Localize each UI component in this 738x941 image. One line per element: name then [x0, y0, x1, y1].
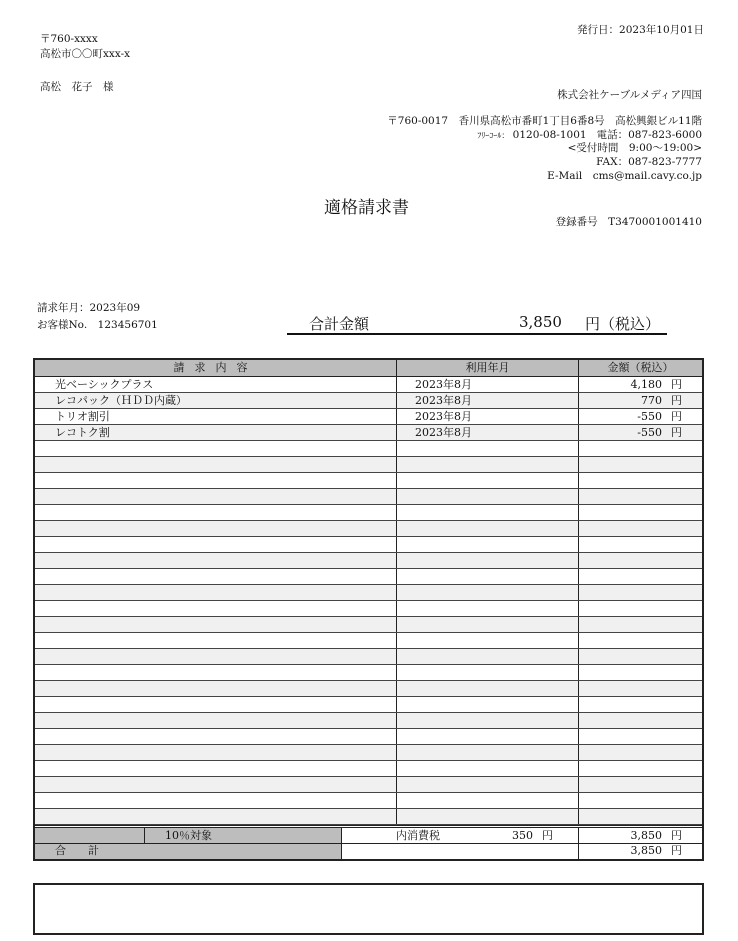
- total-unit: 円（税込）: [585, 315, 661, 333]
- row-item: 光ベーシックプラス: [35, 377, 397, 392]
- row-amount-cell: [579, 377, 702, 392]
- row-month: [397, 441, 579, 456]
- table-row: [35, 489, 702, 505]
- tax-total-cell: [579, 828, 702, 843]
- row-amount-cell: [579, 633, 702, 648]
- row-item: [35, 665, 397, 680]
- sum-amount: 3,850: [630, 844, 662, 857]
- row-item: [35, 713, 397, 728]
- company-hours: <受付時間 9:00～19:00>: [567, 142, 702, 154]
- table-row: [35, 793, 702, 809]
- company-name: 株式会社ケーブルメディア四国: [557, 89, 702, 101]
- row-month: [397, 665, 579, 680]
- row-amount-cell: [579, 793, 702, 808]
- row-item: [35, 473, 397, 488]
- row-item: [35, 681, 397, 696]
- row-amount-cell: [579, 665, 702, 680]
- sum-row: [35, 844, 702, 859]
- row-item: [35, 745, 397, 760]
- row-month: [397, 809, 579, 824]
- row-item: [35, 761, 397, 776]
- header-month: 利用年月: [397, 360, 579, 376]
- table-row: [35, 425, 702, 441]
- row-month: [397, 745, 579, 760]
- row-month: [397, 697, 579, 712]
- table-row: [35, 569, 702, 585]
- row-amount-cell: [579, 617, 702, 632]
- row-item: レコトク割: [35, 425, 397, 440]
- table-row: [35, 697, 702, 713]
- row-amount: -550: [637, 410, 662, 423]
- row-amount-cell: [579, 729, 702, 744]
- row-item: [35, 697, 397, 712]
- row-amount-cell: [579, 681, 702, 696]
- row-month: [397, 489, 579, 504]
- sum-amount-cell: [579, 844, 702, 859]
- row-month: [397, 633, 579, 648]
- sum-yen: 円: [671, 844, 682, 857]
- table-row: [35, 409, 702, 425]
- row-yen: 円: [671, 394, 682, 407]
- tax-yen: 円: [542, 829, 553, 842]
- row-amount-cell: [579, 585, 702, 600]
- recipient-postal: 〒760-xxxx: [40, 33, 98, 45]
- table-row: [35, 601, 702, 617]
- row-item: [35, 633, 397, 648]
- table-body: [35, 377, 702, 825]
- tax-row-spacer: [35, 828, 145, 843]
- row-item: [35, 489, 397, 504]
- row-item: [35, 617, 397, 632]
- row-month: [397, 521, 579, 536]
- row-month: [397, 585, 579, 600]
- row-item: [35, 601, 397, 616]
- table-row: [35, 713, 702, 729]
- row-amount-cell: [579, 745, 702, 760]
- table-row: [35, 617, 702, 633]
- table-row: [35, 809, 702, 825]
- table-row: [35, 777, 702, 793]
- row-month: [397, 505, 579, 520]
- total-amount-line: [287, 311, 667, 335]
- row-item: [35, 441, 397, 456]
- row-item: [35, 729, 397, 744]
- row-item: [35, 809, 397, 824]
- tax-amount: 350: [512, 829, 533, 842]
- row-month: [397, 729, 579, 744]
- table-row: [35, 761, 702, 777]
- row-month: [397, 537, 579, 552]
- row-amount-cell: [579, 489, 702, 504]
- company-fax: FAX：087-823-7777: [596, 156, 702, 168]
- header-amount: 金額（税込）: [607, 361, 674, 374]
- row-month: [397, 681, 579, 696]
- billing-table: [33, 358, 704, 861]
- row-amount: 4,180: [630, 378, 662, 391]
- company-tel: 電話：087-823-6000: [596, 129, 702, 141]
- row-month: [397, 569, 579, 584]
- row-amount: -550: [637, 426, 662, 439]
- table-row: [35, 665, 702, 681]
- recipient-address: 高松市〇〇町xxx-x: [40, 48, 131, 60]
- row-amount-cell: [579, 713, 702, 728]
- table-header: [35, 360, 702, 377]
- table-row: [35, 393, 702, 409]
- row-month: [397, 553, 579, 568]
- row-amount-cell: [579, 697, 702, 712]
- total-label: 合計金額: [309, 315, 370, 333]
- row-item: [35, 793, 397, 808]
- row-amount-cell: [579, 569, 702, 584]
- row-item: [35, 457, 397, 472]
- row-item: [35, 537, 397, 552]
- table-row: [35, 585, 702, 601]
- row-item: [35, 649, 397, 664]
- table-row: [35, 649, 702, 665]
- row-month: 2023年8月: [397, 377, 579, 392]
- row-amount-cell: [579, 649, 702, 664]
- tax-total-amount: 3,850: [630, 829, 662, 842]
- row-month: [397, 617, 579, 632]
- row-amount-cell: [579, 473, 702, 488]
- tax-row: [35, 828, 702, 844]
- row-month: [397, 457, 579, 472]
- table-row: [35, 521, 702, 537]
- row-item: [35, 553, 397, 568]
- row-item: [35, 505, 397, 520]
- table-row: [35, 377, 702, 393]
- tax-amount-cell: [342, 828, 579, 843]
- row-amount-cell: [579, 521, 702, 536]
- company-email: E-Mail cms@mail.cavy.co.jp: [547, 170, 702, 182]
- freecall-label: ﾌﾘｰｺｰﾙ：: [477, 131, 510, 140]
- table-row: [35, 537, 702, 553]
- row-month: [397, 761, 579, 776]
- row-item: トリオ割引: [35, 409, 397, 424]
- tax-label: 内消費税: [396, 829, 440, 842]
- row-amount-cell: [579, 425, 702, 440]
- row-month: 2023年8月: [397, 393, 579, 408]
- row-yen: 円: [671, 378, 682, 391]
- row-item: [35, 521, 397, 536]
- registration-number: 登録番号 T3470001001410: [555, 216, 702, 228]
- row-month: 2023年8月: [397, 409, 579, 424]
- company-address: 〒760-0017 香川県高松市番町1丁目6番8号 高松興銀ビル11階: [387, 115, 702, 127]
- row-amount-cell: [579, 457, 702, 472]
- table-row: [35, 553, 702, 569]
- row-amount-cell: [579, 441, 702, 456]
- row-month: [397, 793, 579, 808]
- sum-blank-cell: [342, 844, 579, 859]
- row-item: [35, 569, 397, 584]
- sum-label: 合計: [35, 844, 342, 859]
- row-yen: 円: [671, 410, 682, 423]
- row-item: [35, 777, 397, 792]
- row-amount-cell: [579, 537, 702, 552]
- row-month: [397, 713, 579, 728]
- row-item: レコパック（ＨＤＤ内蔵）: [35, 393, 397, 408]
- row-amount-cell: [579, 809, 702, 824]
- billing-month: 請求年月：2023年09: [37, 302, 141, 314]
- row-amount-cell: [579, 505, 702, 520]
- row-month: [397, 777, 579, 792]
- header-item: 請求内容: [35, 360, 397, 376]
- table-row: [35, 745, 702, 761]
- document-title: 適格請求書: [324, 198, 409, 218]
- table-row: [35, 441, 702, 457]
- total-amount: 3,850: [519, 313, 562, 331]
- row-month: [397, 473, 579, 488]
- row-amount-cell: [579, 601, 702, 616]
- row-amount-cell: [579, 393, 702, 408]
- notes-box: [33, 883, 704, 935]
- row-amount: 770: [641, 394, 662, 407]
- row-amount-cell: [579, 761, 702, 776]
- tax-total-yen: 円: [671, 829, 682, 842]
- row-amount-cell: [579, 777, 702, 792]
- tax-category: 10％対象: [145, 828, 342, 843]
- table-row: [35, 505, 702, 521]
- issue-date: 発行日：2023年10月01日: [577, 24, 704, 36]
- freecall-number: 0120-08-1001: [512, 129, 587, 141]
- table-row: [35, 457, 702, 473]
- tax-summary: [35, 825, 702, 859]
- row-month: 2023年8月: [397, 425, 579, 440]
- customer-number: お客様No. 123456701: [37, 319, 158, 331]
- row-yen: 円: [671, 426, 682, 439]
- row-item: [35, 585, 397, 600]
- table-row: [35, 681, 702, 697]
- row-amount-cell: [579, 409, 702, 424]
- row-month: [397, 649, 579, 664]
- table-row: [35, 473, 702, 489]
- recipient-name: 高松 花子 様: [40, 81, 114, 93]
- row-amount-cell: [579, 553, 702, 568]
- table-row: [35, 729, 702, 745]
- row-month: [397, 601, 579, 616]
- table-row: [35, 633, 702, 649]
